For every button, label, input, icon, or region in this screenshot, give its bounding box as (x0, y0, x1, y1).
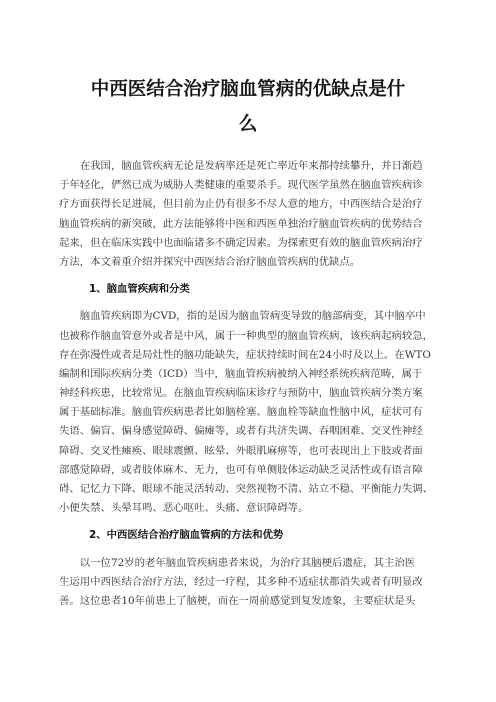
paragraph-line: 部感觉障碍，或者肢体麻木、无力，也可有单侧肢体运动缺乏灵活性或有语言障 (59, 463, 423, 476)
paragraph-line: 方法，本文着重介绍并探究中西医结合治疗脑血管疾病的优缺点。 (59, 255, 361, 268)
section-1-heading: 1、脑血管疾病和分类 (89, 283, 190, 296)
paragraph-line: 善。这位患者10年前患上了脑梗，而在一周前感觉到复发迹象，主要症状是头 (59, 594, 416, 607)
section-1-paragraph (59, 307, 443, 518)
paragraph-line: 于年轻化，俨然已成为威胁人类健康的重要杀手。现代医学虽然在脑血管疾病诊 (59, 179, 423, 192)
paragraph-line: 神经科疾患，比较常见。在脑血管疾病临床诊疗与预防中，脑血管疾病分类方案 (59, 387, 423, 400)
paragraph-line: 疗方面获得长足进展，但目前为止仍有很多不尽人意的地方，中西医结合是治疗 (59, 198, 423, 211)
intro-paragraph (59, 157, 443, 272)
paragraph-line: 存在弥漫性或者是局灶性的脑功能缺失，症状持续时间在24小时及以上。在WTO (59, 348, 431, 361)
title-line-2: 么 (238, 114, 258, 135)
title-line-1: 中西医结合治疗脑血管病的优缺点是什 (90, 79, 406, 100)
document-title (40, 72, 456, 142)
document-body (59, 157, 443, 611)
paragraph-line: 脑血管疾病的新突破，此方法能够将中医和西医单独治疗脑血管疾病的优势结合 (59, 217, 423, 230)
paragraph-line: 生运用中西医结合治疗方法，经过一疗程，其多种不适症状都消失或者有明显改 (59, 575, 423, 588)
paragraph-line: 也被称作脑血管意外或者是中风，属于一种典型的脑血管疾病，该疾病起病较急， (59, 329, 434, 342)
section-2-paragraph (59, 554, 443, 612)
paragraph-line: 起来，但在临床实践中也面临诸多不确定因素。为探索更有效的脑血管疾病治疗 (59, 236, 423, 249)
paragraph-line: 在我国，脑血管疾病无论是发病率还是死亡率近年来都持续攀升，并日渐趋 (59, 160, 423, 172)
paragraph-line: 失语、偏盲、偏身感觉障碍、偏瘫等，或者有共济失调、吞咽困难、交叉性神经 (59, 425, 423, 438)
paragraph-line: 以一位72岁的老年脑血管疾病患者来说，为治疗其脑梗后遗症，其主治医 (59, 556, 416, 569)
paragraph-line: 碍、记忆力下降、眼球不能灵活转动、突然视物不清、站立不稳、平衡能力失调、 (59, 483, 434, 495)
paragraph-line: 属于基础标准。脑血管疾病患者比如脑栓塞、脑血栓等缺血性脑中风，症状可有 (59, 406, 423, 419)
section-2-heading: 2、中西医结合治疗脑血管病的方法和优势 (89, 529, 284, 542)
paragraph-line: 障碍、交叉性瘫痪、眼球震颤、眩晕、外眼肌麻痹等，也可表现出上下肢或者面 (59, 444, 423, 457)
paragraph-line: 小便失禁、头晕耳鸣、恶心呕吐、头痛、意识障碍等。 (59, 502, 309, 515)
paragraph-line: 脑血管疾病即为CVD，指的是因为脑血管病变导致的脑部病变，其中脑卒中 (59, 310, 426, 323)
paragraph-line: 编制和国际疾病分类（ICD）当中，脑血管疾病被纳入神经系统疾病范畴，属于 (59, 367, 423, 380)
